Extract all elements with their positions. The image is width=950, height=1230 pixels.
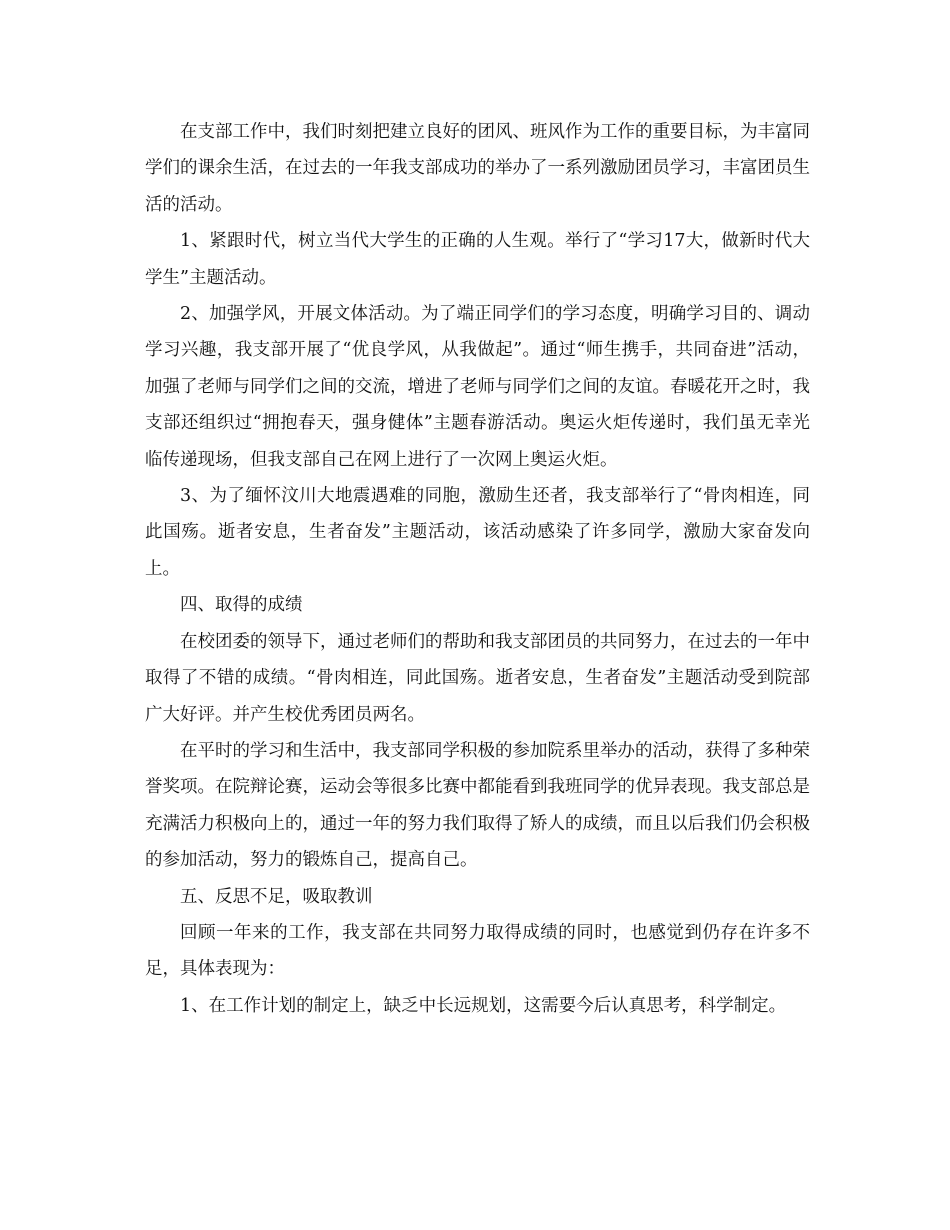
paragraph-item-2-strengthen-study-style: 2、加强学风，开展文体活动。为了端正同学们的学习态度，明确学习目的、调动学习兴趣，我支部开展了“优良学风，从我做起”。通过“师生携手，共同奋进”活动，加强了老师与同学们之间的交流，增进了老师与同学们之间的友谊。春暖花开之时，我支部还组织过“拥抱春天，强身健体”主题春游活动。奥运火炬传递时，我们虽无幸光临传递现场，但我支部自己在网上进行了一次网上奥运火炬。 [145, 304, 810, 470]
document-body [145, 114, 810, 1024]
paragraph-reflection-item-1: 1、在工作计划的制定上，缺乏中长远规划，这需要今后认真思考，科学制定。 [180, 995, 787, 1016]
paragraph-item-3-wenchuan-memorial: 3、为了缅怀汶川大地震遇难的同胞，激励生还者，我支部举行了“骨肉相连，同此国殇。逝者安息，生者奋发”主题活动，该活动感染了许多同学，激励大家奋发向上。 [145, 486, 810, 579]
paragraph-branch-work-intro: 在支部工作中，我们时刻把建立良好的团风、班风作为工作的重要目标，为丰富同学们的课余生活，在过去的一年我支部成功的举办了一系列激励团员学习，丰富团员生活的活动。 [145, 122, 810, 215]
paragraph-item-1-keep-up-with-times: 1、紧跟时代，树立当代大学生的正确的人生观。举行了“学习17大，做新时代大学生”主题活动。 [145, 231, 810, 288]
section-heading-reflection: 五、反思不足，吸取教训 [180, 886, 373, 907]
paragraph-achievements-league-committee: 在校团委的领导下，通过老师们的帮助和我支部团员的共同努力，在过去的一年中取得了不错的成绩。“骨肉相连，同此国殇。逝者安息，生者奋发”主题活动受到院部广大好评。并产生校优秀团员两名。 [145, 631, 810, 725]
paragraph-reflection-review: 回顾一年来的工作，我支部在共同努力取得成绩的同时，也感觉到仍存在许多不足，具体表现为： [145, 922, 810, 980]
paragraph-achievements-activities: 在平时的学习和生活中，我支部同学积极的参加院系里举办的活动，获得了多种荣誉奖项。在院辩论赛，运动会等很多比赛中都能看到我班同学的优异表现。我支部总是充满活力积极向上的，通过一年的努力我们取得了矫人的成绩，而且以后我们仍会积极的参加活动，努力的锻炼自己，提高自己。 [145, 740, 810, 871]
section-heading-achievements: 四、取得的成绩 [180, 595, 303, 616]
